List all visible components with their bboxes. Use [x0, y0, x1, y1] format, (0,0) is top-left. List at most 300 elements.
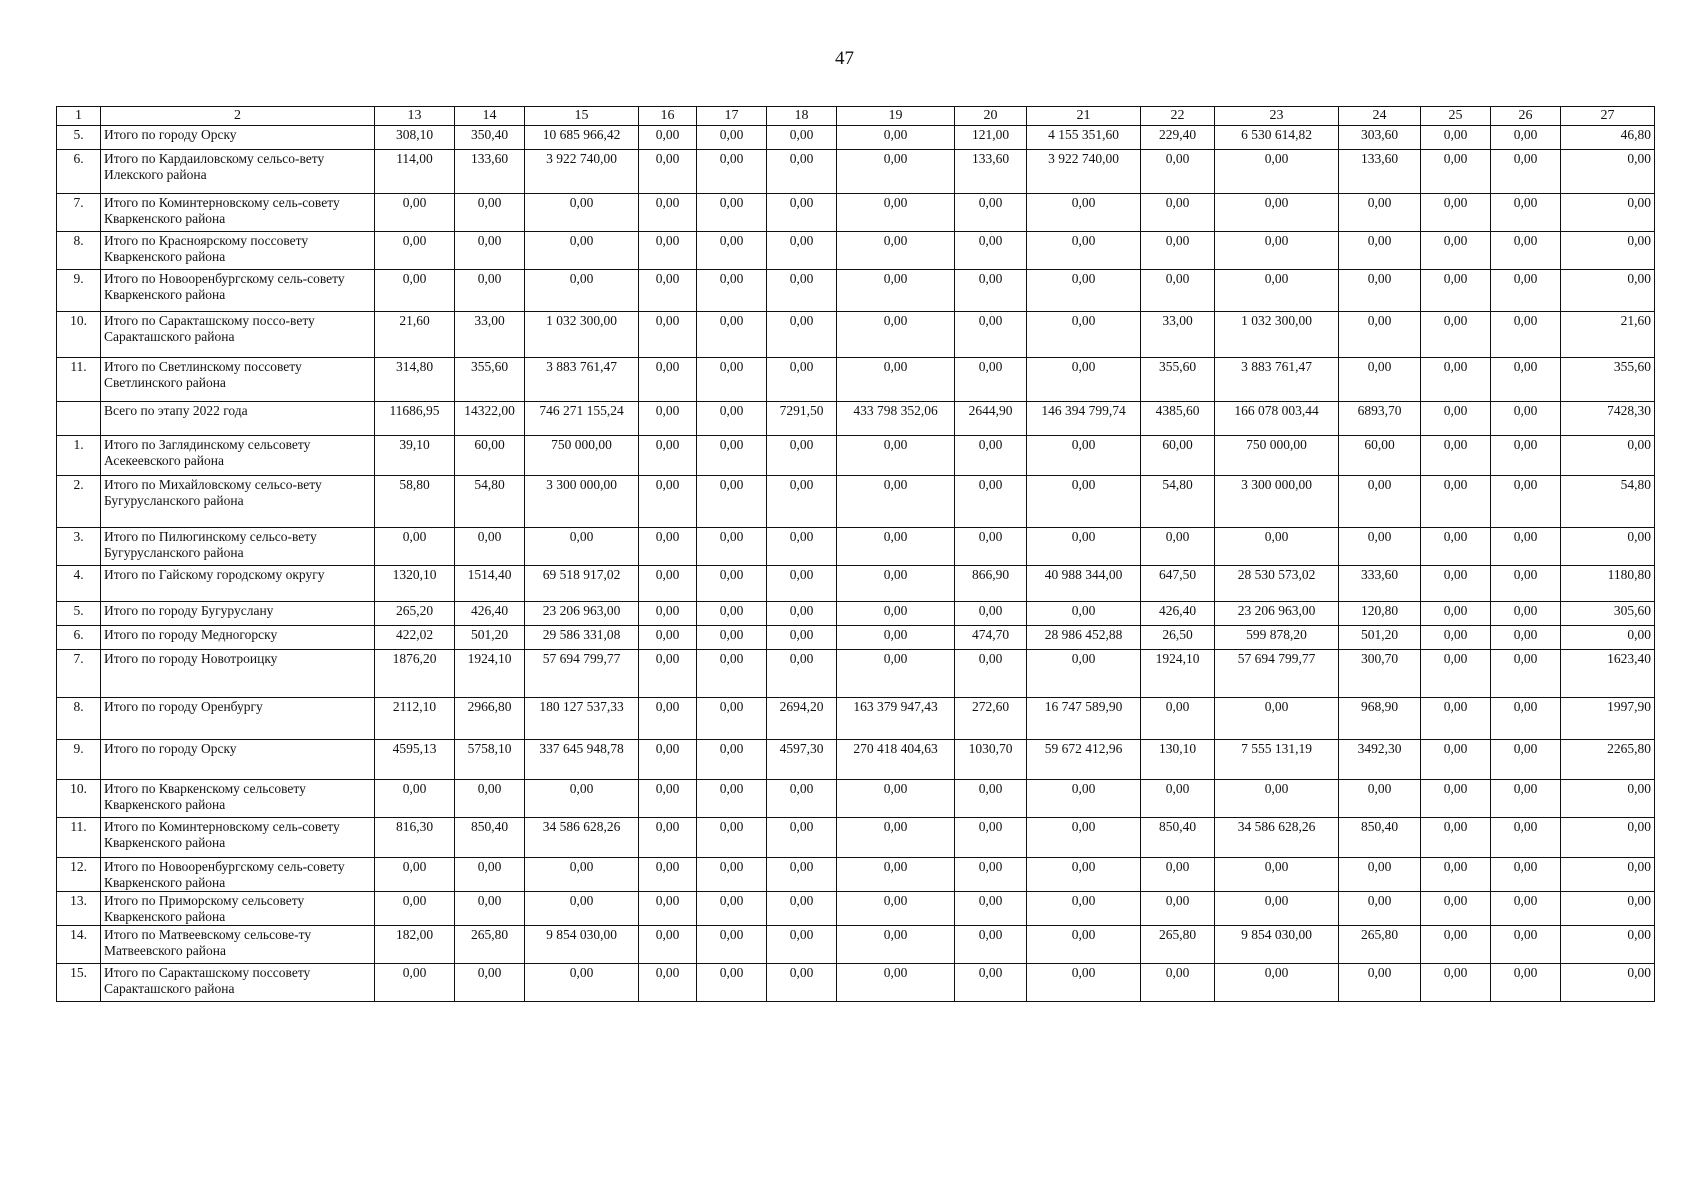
cell-col-17: 0,00 [697, 566, 767, 602]
cell-col-26: 0,00 [1491, 650, 1561, 698]
cell-col-18: 0,00 [767, 194, 837, 232]
cell-col-18: 0,00 [767, 566, 837, 602]
cell-col-24: 265,80 [1339, 926, 1421, 964]
cell-col-25: 0,00 [1421, 926, 1491, 964]
cell-col-15: 3 922 740,00 [525, 150, 639, 194]
cell-col-25: 0,00 [1421, 698, 1491, 740]
row-index: 9. [57, 740, 101, 780]
cell-col-13: 0,00 [375, 232, 455, 270]
cell-col-17: 0,00 [697, 892, 767, 926]
row-name: Итого по Саракташскому поссо-вету Саракташского района [101, 312, 375, 358]
cell-col-18: 0,00 [767, 780, 837, 818]
cell-col-24: 501,20 [1339, 626, 1421, 650]
cell-col-27: 1997,90 [1561, 698, 1655, 740]
cell-col-15: 10 685 966,42 [525, 126, 639, 150]
cell-col-22: 0,00 [1141, 528, 1215, 566]
cell-col-20: 0,00 [955, 270, 1027, 312]
row-index: 7. [57, 194, 101, 232]
column-header-22: 22 [1141, 107, 1215, 126]
cell-col-17: 0,00 [697, 402, 767, 436]
table-row [57, 892, 1655, 926]
cell-col-13: 1320,10 [375, 566, 455, 602]
cell-col-19: 0,00 [837, 476, 955, 528]
cell-col-27: 21,60 [1561, 312, 1655, 358]
cell-col-21: 0,00 [1027, 858, 1141, 892]
cell-col-25: 0,00 [1421, 402, 1491, 436]
cell-col-15: 0,00 [525, 194, 639, 232]
cell-col-27: 54,80 [1561, 476, 1655, 528]
cell-col-15: 746 271 155,24 [525, 402, 639, 436]
row-index: 5. [57, 602, 101, 626]
cell-col-19: 0,00 [837, 528, 955, 566]
cell-col-20: 133,60 [955, 150, 1027, 194]
cell-col-14: 60,00 [455, 436, 525, 476]
cell-col-22: 0,00 [1141, 858, 1215, 892]
cell-col-17: 0,00 [697, 528, 767, 566]
column-header-13: 13 [375, 107, 455, 126]
cell-col-23: 0,00 [1215, 150, 1339, 194]
cell-col-20: 0,00 [955, 232, 1027, 270]
cell-col-23: 0,00 [1215, 892, 1339, 926]
cell-col-18: 0,00 [767, 232, 837, 270]
row-name: Итого по городу Бугуруслану [101, 602, 375, 626]
cell-col-16: 0,00 [639, 150, 697, 194]
cell-col-26: 0,00 [1491, 194, 1561, 232]
cell-col-18: 0,00 [767, 926, 837, 964]
cell-col-20: 0,00 [955, 650, 1027, 698]
cell-col-19: 433 798 352,06 [837, 402, 955, 436]
cell-col-25: 0,00 [1421, 312, 1491, 358]
cell-col-18: 0,00 [767, 528, 837, 566]
row-name: Итого по Новооренбургскому сель-совету Кваркенского района [101, 270, 375, 312]
cell-col-27: 0,00 [1561, 150, 1655, 194]
row-index: 2. [57, 476, 101, 528]
cell-col-18: 0,00 [767, 892, 837, 926]
cell-col-19: 0,00 [837, 858, 955, 892]
cell-col-21: 0,00 [1027, 476, 1141, 528]
cell-col-21: 0,00 [1027, 270, 1141, 312]
cell-col-19: 0,00 [837, 270, 955, 312]
cell-col-26: 0,00 [1491, 858, 1561, 892]
row-index: 15. [57, 964, 101, 1002]
cell-col-15: 0,00 [525, 964, 639, 1002]
cell-col-14: 0,00 [455, 270, 525, 312]
cell-col-14: 0,00 [455, 892, 525, 926]
row-name: Итого по Саракташскому поссовету Саракташского района [101, 964, 375, 1002]
cell-col-22: 1924,10 [1141, 650, 1215, 698]
table-row [57, 650, 1655, 698]
row-index [57, 402, 101, 436]
table-row [57, 740, 1655, 780]
cell-col-16: 0,00 [639, 818, 697, 858]
cell-col-27: 355,60 [1561, 358, 1655, 402]
cell-col-13: 816,30 [375, 818, 455, 858]
row-index: 14. [57, 926, 101, 964]
cell-col-16: 0,00 [639, 698, 697, 740]
cell-col-16: 0,00 [639, 650, 697, 698]
cell-col-13: 39,10 [375, 436, 455, 476]
cell-col-19: 0,00 [837, 126, 955, 150]
cell-col-25: 0,00 [1421, 150, 1491, 194]
cell-col-20: 0,00 [955, 818, 1027, 858]
cell-col-21: 0,00 [1027, 232, 1141, 270]
cell-col-20: 0,00 [955, 194, 1027, 232]
cell-col-15: 0,00 [525, 892, 639, 926]
row-name: Итого по Кардаиловскому сельсо-вету Илекского района [101, 150, 375, 194]
cell-col-27: 1623,40 [1561, 650, 1655, 698]
cell-col-20: 0,00 [955, 892, 1027, 926]
row-name: Итого по городу Медногорску [101, 626, 375, 650]
column-header-2: 2 [101, 107, 375, 126]
cell-col-14: 133,60 [455, 150, 525, 194]
cell-col-26: 0,00 [1491, 126, 1561, 150]
cell-col-14: 0,00 [455, 780, 525, 818]
cell-col-24: 0,00 [1339, 476, 1421, 528]
cell-col-20: 2644,90 [955, 402, 1027, 436]
cell-col-13: 11686,95 [375, 402, 455, 436]
table-row [57, 436, 1655, 476]
cell-col-19: 0,00 [837, 312, 955, 358]
cell-col-20: 1030,70 [955, 740, 1027, 780]
cell-col-22: 33,00 [1141, 312, 1215, 358]
cell-col-19: 0,00 [837, 150, 955, 194]
row-index: 10. [57, 312, 101, 358]
cell-col-19: 0,00 [837, 358, 955, 402]
column-header-19: 19 [837, 107, 955, 126]
column-header-26: 26 [1491, 107, 1561, 126]
row-index: 10. [57, 780, 101, 818]
cell-col-25: 0,00 [1421, 270, 1491, 312]
cell-col-23: 34 586 628,26 [1215, 818, 1339, 858]
cell-col-27: 46,80 [1561, 126, 1655, 150]
cell-col-16: 0,00 [639, 312, 697, 358]
table-row [57, 232, 1655, 270]
cell-col-15: 57 694 799,77 [525, 650, 639, 698]
table-row [57, 312, 1655, 358]
cell-col-21: 40 988 344,00 [1027, 566, 1141, 602]
cell-col-16: 0,00 [639, 602, 697, 626]
cell-col-19: 0,00 [837, 626, 955, 650]
cell-col-15: 29 586 331,08 [525, 626, 639, 650]
cell-col-24: 303,60 [1339, 126, 1421, 150]
cell-col-15: 34 586 628,26 [525, 818, 639, 858]
cell-col-20: 0,00 [955, 312, 1027, 358]
column-header-14: 14 [455, 107, 525, 126]
column-header-27: 27 [1561, 107, 1655, 126]
table-row [57, 358, 1655, 402]
cell-col-25: 0,00 [1421, 858, 1491, 892]
cell-col-21: 0,00 [1027, 926, 1141, 964]
cell-col-26: 0,00 [1491, 780, 1561, 818]
cell-col-16: 0,00 [639, 232, 697, 270]
cell-col-16: 0,00 [639, 402, 697, 436]
cell-col-26: 0,00 [1491, 528, 1561, 566]
cell-col-24: 0,00 [1339, 528, 1421, 566]
cell-col-21: 0,00 [1027, 818, 1141, 858]
cell-col-26: 0,00 [1491, 436, 1561, 476]
cell-col-18: 0,00 [767, 150, 837, 194]
cell-col-18: 0,00 [767, 436, 837, 476]
column-header-1: 1 [57, 107, 101, 126]
cell-col-13: 314,80 [375, 358, 455, 402]
cell-col-15: 0,00 [525, 858, 639, 892]
row-index: 4. [57, 566, 101, 602]
table-row [57, 476, 1655, 528]
cell-col-18: 0,00 [767, 650, 837, 698]
cell-col-16: 0,00 [639, 780, 697, 818]
cell-col-15: 0,00 [525, 780, 639, 818]
row-index: 5. [57, 126, 101, 150]
cell-col-23: 0,00 [1215, 232, 1339, 270]
row-index: 11. [57, 358, 101, 402]
cell-col-13: 0,00 [375, 194, 455, 232]
cell-col-27: 0,00 [1561, 858, 1655, 892]
column-header-17: 17 [697, 107, 767, 126]
cell-col-26: 0,00 [1491, 476, 1561, 528]
row-name: Итого по Красноярскому поссовету Кваркенского района [101, 232, 375, 270]
table-row [57, 402, 1655, 436]
cell-col-23: 0,00 [1215, 698, 1339, 740]
row-name: Итого по Гайскому городскому округу [101, 566, 375, 602]
cell-col-19: 0,00 [837, 436, 955, 476]
cell-col-16: 0,00 [639, 626, 697, 650]
cell-col-17: 0,00 [697, 270, 767, 312]
cell-col-26: 0,00 [1491, 740, 1561, 780]
cell-col-15: 3 300 000,00 [525, 476, 639, 528]
cell-col-23: 23 206 963,00 [1215, 602, 1339, 626]
cell-col-21: 0,00 [1027, 892, 1141, 926]
cell-col-18: 0,00 [767, 858, 837, 892]
table-row [57, 528, 1655, 566]
cell-col-23: 0,00 [1215, 858, 1339, 892]
column-header-23: 23 [1215, 107, 1339, 126]
cell-col-25: 0,00 [1421, 126, 1491, 150]
cell-col-17: 0,00 [697, 858, 767, 892]
cell-col-14: 850,40 [455, 818, 525, 858]
cell-col-18: 0,00 [767, 270, 837, 312]
column-header-21: 21 [1027, 107, 1141, 126]
cell-col-19: 0,00 [837, 194, 955, 232]
table-row [57, 926, 1655, 964]
cell-col-27: 0,00 [1561, 818, 1655, 858]
row-index: 8. [57, 698, 101, 740]
cell-col-15: 23 206 963,00 [525, 602, 639, 626]
cell-col-23: 0,00 [1215, 964, 1339, 1002]
cell-col-26: 0,00 [1491, 602, 1561, 626]
cell-col-27: 0,00 [1561, 436, 1655, 476]
cell-col-14: 0,00 [455, 528, 525, 566]
cell-col-15: 337 645 948,78 [525, 740, 639, 780]
cell-col-17: 0,00 [697, 926, 767, 964]
cell-col-26: 0,00 [1491, 626, 1561, 650]
cell-col-25: 0,00 [1421, 650, 1491, 698]
cell-col-20: 121,00 [955, 126, 1027, 150]
row-index: 13. [57, 892, 101, 926]
cell-col-23: 6 530 614,82 [1215, 126, 1339, 150]
cell-col-16: 0,00 [639, 566, 697, 602]
cell-col-22: 0,00 [1141, 698, 1215, 740]
table-body [57, 126, 1655, 1002]
cell-col-13: 2112,10 [375, 698, 455, 740]
row-name: Итого по Михайловскому сельсо-вету Бугурусланского района [101, 476, 375, 528]
cell-col-17: 0,00 [697, 150, 767, 194]
data-table [56, 106, 1655, 1002]
cell-col-22: 0,00 [1141, 892, 1215, 926]
cell-col-14: 355,60 [455, 358, 525, 402]
cell-col-20: 0,00 [955, 926, 1027, 964]
column-header-15: 15 [525, 107, 639, 126]
cell-col-23: 9 854 030,00 [1215, 926, 1339, 964]
cell-col-26: 0,00 [1491, 698, 1561, 740]
cell-col-14: 265,80 [455, 926, 525, 964]
cell-col-25: 0,00 [1421, 194, 1491, 232]
cell-col-22: 265,80 [1141, 926, 1215, 964]
cell-col-21: 0,00 [1027, 650, 1141, 698]
cell-col-23: 0,00 [1215, 194, 1339, 232]
cell-col-15: 3 883 761,47 [525, 358, 639, 402]
cell-col-13: 0,00 [375, 270, 455, 312]
cell-col-25: 0,00 [1421, 964, 1491, 1002]
cell-col-26: 0,00 [1491, 358, 1561, 402]
cell-col-13: 4595,13 [375, 740, 455, 780]
cell-col-24: 0,00 [1339, 232, 1421, 270]
row-name: Всего по этапу 2022 года [101, 402, 375, 436]
row-name: Итого по городу Новотроицку [101, 650, 375, 698]
cell-col-16: 0,00 [639, 740, 697, 780]
cell-col-21: 3 922 740,00 [1027, 150, 1141, 194]
cell-col-19: 0,00 [837, 818, 955, 858]
cell-col-25: 0,00 [1421, 436, 1491, 476]
cell-col-24: 968,90 [1339, 698, 1421, 740]
cell-col-22: 0,00 [1141, 194, 1215, 232]
table-row [57, 126, 1655, 150]
cell-col-20: 474,70 [955, 626, 1027, 650]
table-row [57, 858, 1655, 892]
table-row [57, 626, 1655, 650]
row-name: Итого по городу Оренбургу [101, 698, 375, 740]
cell-col-16: 0,00 [639, 892, 697, 926]
cell-col-25: 0,00 [1421, 232, 1491, 270]
row-name: Итого по Пилюгинскому сельсо-вету Бугурусланского района [101, 528, 375, 566]
cell-col-13: 0,00 [375, 528, 455, 566]
row-name: Итого по Заглядинскому сельсовету Асекеевского района [101, 436, 375, 476]
cell-col-24: 6893,70 [1339, 402, 1421, 436]
cell-col-23: 166 078 003,44 [1215, 402, 1339, 436]
cell-col-20: 0,00 [955, 858, 1027, 892]
table-row [57, 602, 1655, 626]
column-header-16: 16 [639, 107, 697, 126]
cell-col-25: 0,00 [1421, 358, 1491, 402]
cell-col-22: 0,00 [1141, 232, 1215, 270]
cell-col-21: 0,00 [1027, 964, 1141, 1002]
cell-col-26: 0,00 [1491, 892, 1561, 926]
row-name: Итого по Коминтерновскому сель-совету Кваркенского района [101, 818, 375, 858]
row-index: 3. [57, 528, 101, 566]
cell-col-18: 0,00 [767, 476, 837, 528]
cell-col-27: 305,60 [1561, 602, 1655, 626]
page-number: 47 [835, 48, 854, 69]
cell-col-27: 0,00 [1561, 926, 1655, 964]
cell-col-27: 7428,30 [1561, 402, 1655, 436]
cell-col-20: 0,00 [955, 780, 1027, 818]
cell-col-18: 2694,20 [767, 698, 837, 740]
cell-col-17: 0,00 [697, 740, 767, 780]
cell-col-14: 426,40 [455, 602, 525, 626]
cell-col-21: 0,00 [1027, 602, 1141, 626]
cell-col-20: 0,00 [955, 476, 1027, 528]
cell-col-21: 0,00 [1027, 780, 1141, 818]
row-index: 11. [57, 818, 101, 858]
cell-col-22: 60,00 [1141, 436, 1215, 476]
cell-col-16: 0,00 [639, 528, 697, 566]
cell-col-23: 0,00 [1215, 528, 1339, 566]
table-row [57, 566, 1655, 602]
cell-col-16: 0,00 [639, 270, 697, 312]
cell-col-14: 0,00 [455, 232, 525, 270]
cell-col-22: 130,10 [1141, 740, 1215, 780]
cell-col-17: 0,00 [697, 818, 767, 858]
cell-col-15: 1 032 300,00 [525, 312, 639, 358]
cell-col-25: 0,00 [1421, 566, 1491, 602]
cell-col-25: 0,00 [1421, 476, 1491, 528]
cell-col-16: 0,00 [639, 964, 697, 1002]
cell-col-23: 0,00 [1215, 270, 1339, 312]
column-header-25: 25 [1421, 107, 1491, 126]
cell-col-18: 0,00 [767, 358, 837, 402]
cell-col-25: 0,00 [1421, 740, 1491, 780]
column-header-20: 20 [955, 107, 1027, 126]
cell-col-22: 850,40 [1141, 818, 1215, 858]
cell-col-14: 1924,10 [455, 650, 525, 698]
cell-col-15: 9 854 030,00 [525, 926, 639, 964]
cell-col-24: 0,00 [1339, 964, 1421, 1002]
cell-col-18: 0,00 [767, 126, 837, 150]
cell-col-22: 0,00 [1141, 270, 1215, 312]
cell-col-25: 0,00 [1421, 528, 1491, 566]
cell-col-26: 0,00 [1491, 312, 1561, 358]
cell-col-19: 0,00 [837, 780, 955, 818]
cell-col-22: 26,50 [1141, 626, 1215, 650]
cell-col-16: 0,00 [639, 858, 697, 892]
cell-col-25: 0,00 [1421, 892, 1491, 926]
cell-col-17: 0,00 [697, 312, 767, 358]
cell-col-26: 0,00 [1491, 270, 1561, 312]
cell-col-21: 0,00 [1027, 436, 1141, 476]
cell-col-16: 0,00 [639, 126, 697, 150]
cell-col-17: 0,00 [697, 358, 767, 402]
row-name: Итого по Приморскому сельсовету Кваркенского района [101, 892, 375, 926]
cell-col-24: 850,40 [1339, 818, 1421, 858]
cell-col-21: 28 986 452,88 [1027, 626, 1141, 650]
cell-col-15: 750 000,00 [525, 436, 639, 476]
row-name: Итого по Матвеевскому сельсове-ту Матвеевского района [101, 926, 375, 964]
cell-col-20: 0,00 [955, 528, 1027, 566]
column-header-24: 24 [1339, 107, 1421, 126]
cell-col-15: 69 518 917,02 [525, 566, 639, 602]
cell-col-13: 0,00 [375, 964, 455, 1002]
cell-col-18: 0,00 [767, 964, 837, 1002]
cell-col-18: 0,00 [767, 312, 837, 358]
cell-col-14: 2966,80 [455, 698, 525, 740]
cell-col-27: 0,00 [1561, 194, 1655, 232]
cell-col-25: 0,00 [1421, 780, 1491, 818]
cell-col-21: 0,00 [1027, 358, 1141, 402]
cell-col-23: 750 000,00 [1215, 436, 1339, 476]
cell-col-19: 270 418 404,63 [837, 740, 955, 780]
cell-col-18: 0,00 [767, 626, 837, 650]
row-name: Итого по городу Орску [101, 126, 375, 150]
cell-col-18: 4597,30 [767, 740, 837, 780]
